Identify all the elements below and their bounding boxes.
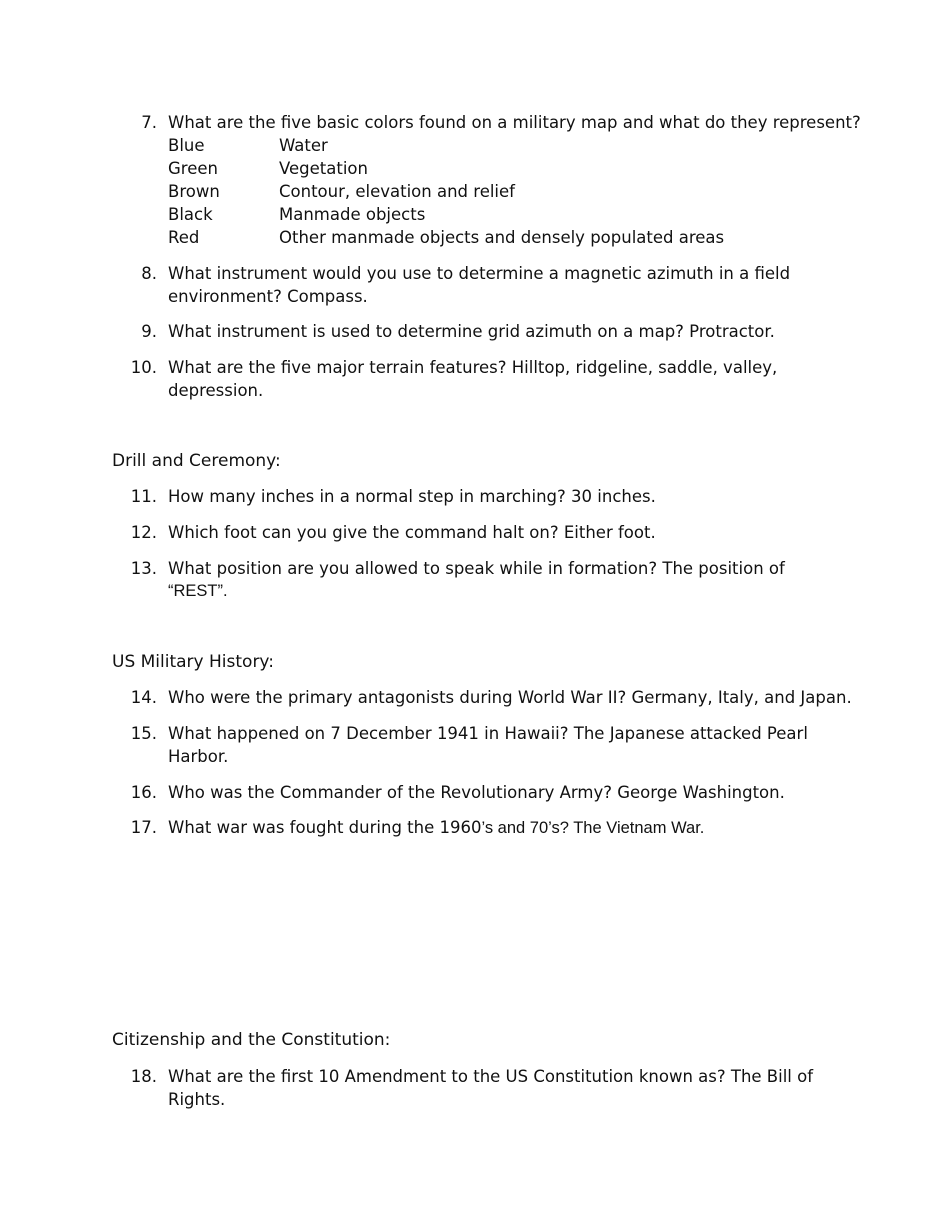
map-color-meaning: Vegetation xyxy=(279,159,368,178)
map-color-name: Blue xyxy=(168,136,205,155)
question-number: 14. xyxy=(130,688,157,707)
map-color-row xyxy=(168,134,868,157)
map-color-row xyxy=(168,180,868,203)
question-text xyxy=(168,262,868,308)
map-color-row xyxy=(168,157,868,180)
question-text xyxy=(168,356,868,402)
question-text xyxy=(168,1065,868,1111)
map-color-name: Red xyxy=(168,228,200,247)
map-color-row xyxy=(168,203,868,226)
question-number: 7. xyxy=(141,113,157,132)
question-line: What happened on 7 December 1941 in Hawaii? The Japanese attacked Pearl xyxy=(168,724,808,743)
question-number: 18. xyxy=(130,1067,157,1086)
question-text xyxy=(168,816,868,840)
question-text: Who was the Commander of the Revolutionary Army? George Washington. xyxy=(168,783,785,802)
question-line: Harbor. xyxy=(168,747,229,766)
question-number: 10. xyxy=(130,358,157,377)
question-number: 13. xyxy=(130,559,157,578)
section-heading-history: US Military History: xyxy=(112,652,274,672)
question-number: 11. xyxy=(130,487,157,506)
question-number: 9. xyxy=(141,322,157,341)
question-line: What are the first 10 Amendment to the US Constitution known as? The Bill of xyxy=(168,1067,814,1086)
question-text: How many inches in a normal step in marching? 30 inches. xyxy=(168,487,656,506)
question-text xyxy=(168,722,868,768)
question-line: Rights. xyxy=(168,1090,226,1109)
map-color-name: Brown xyxy=(168,182,220,201)
question-line: What position are you allowed to speak while in formation? The position of xyxy=(168,559,785,578)
question-line: depression. xyxy=(168,381,264,400)
question-line: environment? Compass. xyxy=(168,287,368,306)
question-number: 17. xyxy=(130,818,157,837)
question-number: 8. xyxy=(141,264,157,283)
question-line: “REST”. xyxy=(168,582,228,600)
map-color-name: Black xyxy=(168,205,213,224)
map-color-meaning: Other manmade objects and densely populated areas xyxy=(279,228,725,247)
question-text: What instrument is used to determine grid azimuth on a map? Protractor. xyxy=(168,322,775,341)
question-text-part: What war was fought during the 1960 xyxy=(168,818,482,837)
question-text xyxy=(168,557,868,603)
question-text: Who were the primary antagonists during World War II? Germany, Italy, and Japan. xyxy=(168,688,852,707)
question-line: What are the five major terrain features? Hilltop, ridgeline, saddle, valley, xyxy=(168,358,778,377)
section-heading-drill: Drill and Ceremony: xyxy=(112,451,281,471)
question-text: Which foot can you give the command halt on? Either foot. xyxy=(168,523,656,542)
section-heading-citizenship: Citizenship and the Constitution: xyxy=(112,1030,391,1050)
map-color-meaning: Contour, elevation and relief xyxy=(279,182,515,201)
question-text: What are the five basic colors found on a military map and what do they represent? xyxy=(168,113,861,132)
map-color-meaning: Water xyxy=(279,136,328,155)
question-number: 15. xyxy=(130,724,157,743)
question-text-part: ’s and 70’s? The Vietnam War. xyxy=(481,819,705,837)
map-color-meaning: Manmade objects xyxy=(279,205,426,224)
map-color-row xyxy=(168,226,868,249)
map-color-name: Green xyxy=(168,159,218,178)
question-number: 16. xyxy=(130,783,157,802)
question-line: What instrument would you use to determine a magnetic azimuth in a field xyxy=(168,264,791,283)
question-number: 12. xyxy=(130,523,157,542)
